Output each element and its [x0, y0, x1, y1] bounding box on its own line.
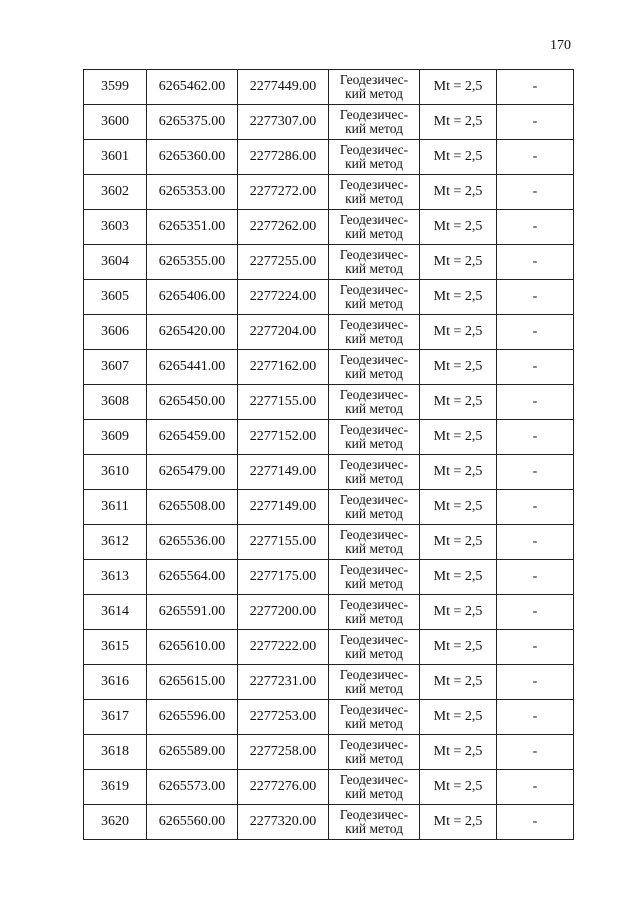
method-line-2: кий метод	[345, 646, 403, 661]
method-line-2: кий метод	[345, 331, 403, 346]
x-coordinate-cell: 6265450.00	[147, 385, 238, 420]
note-cell: -	[497, 175, 574, 210]
method-line-1: Геодезичес-	[339, 667, 409, 682]
x-coordinate-cell: 6265589.00	[147, 735, 238, 770]
method-line-2: кий метод	[345, 191, 403, 206]
table-row	[84, 525, 574, 560]
note-cell: -	[497, 315, 574, 350]
point-number-cell: 3599	[84, 70, 147, 105]
accuracy-cell: Mt = 2,5	[420, 105, 497, 140]
y-coordinate-cell: 2277224.00	[238, 280, 329, 315]
point-number-cell: 3611	[84, 490, 147, 525]
point-number-cell: 3614	[84, 595, 147, 630]
method-cell	[329, 210, 420, 245]
point-number-cell: 3609	[84, 420, 147, 455]
point-number-cell: 3610	[84, 455, 147, 490]
method-cell	[329, 385, 420, 420]
method-line-2: кий метод	[345, 436, 403, 451]
point-number-cell: 3604	[84, 245, 147, 280]
y-coordinate-cell: 2277155.00	[238, 385, 329, 420]
method-line-1: Геодезичес-	[339, 772, 409, 787]
y-coordinate-cell: 2277255.00	[238, 245, 329, 280]
table-row	[84, 490, 574, 525]
point-number-cell: 3615	[84, 630, 147, 665]
accuracy-cell: Mt = 2,5	[420, 630, 497, 665]
accuracy-cell: Mt = 2,5	[420, 665, 497, 700]
y-coordinate-cell: 2277262.00	[238, 210, 329, 245]
accuracy-cell: Mt = 2,5	[420, 210, 497, 245]
table-row	[84, 315, 574, 350]
method-cell	[329, 455, 420, 490]
point-number-cell: 3618	[84, 735, 147, 770]
method-line-1: Геодезичес-	[339, 247, 409, 262]
method-cell	[329, 350, 420, 385]
point-number-cell: 3606	[84, 315, 147, 350]
point-number-cell: 3608	[84, 385, 147, 420]
x-coordinate-cell: 6265441.00	[147, 350, 238, 385]
method-line-1: Геодезичес-	[339, 142, 409, 157]
y-coordinate-cell: 2277162.00	[238, 350, 329, 385]
table-row	[84, 735, 574, 770]
page-number: 170	[550, 38, 571, 53]
method-line-2: кий метод	[345, 751, 403, 766]
y-coordinate-cell: 2277155.00	[238, 525, 329, 560]
note-cell: -	[497, 595, 574, 630]
accuracy-cell: Mt = 2,5	[420, 315, 497, 350]
method-line-2: кий метод	[345, 471, 403, 486]
method-cell	[329, 245, 420, 280]
note-cell: -	[497, 455, 574, 490]
note-cell: -	[497, 105, 574, 140]
method-cell	[329, 735, 420, 770]
x-coordinate-cell: 6265351.00	[147, 210, 238, 245]
table-row	[84, 455, 574, 490]
table-row	[84, 385, 574, 420]
note-cell: -	[497, 385, 574, 420]
method-line-1: Геодезичес-	[339, 457, 409, 472]
y-coordinate-cell: 2277149.00	[238, 490, 329, 525]
point-number-cell: 3603	[84, 210, 147, 245]
x-coordinate-cell: 6265610.00	[147, 630, 238, 665]
method-line-1: Геодезичес-	[339, 632, 409, 647]
y-coordinate-cell: 2277222.00	[238, 630, 329, 665]
point-number-cell: 3620	[84, 805, 147, 840]
method-line-2: кий метод	[345, 611, 403, 626]
note-cell: -	[497, 210, 574, 245]
method-line-2: кий метод	[345, 506, 403, 521]
table-row	[84, 245, 574, 280]
note-cell: -	[497, 700, 574, 735]
coordinates-table	[83, 69, 574, 840]
method-line-2: кий метод	[345, 786, 403, 801]
accuracy-cell: Mt = 2,5	[420, 805, 497, 840]
x-coordinate-cell: 6265508.00	[147, 490, 238, 525]
accuracy-cell: Mt = 2,5	[420, 525, 497, 560]
y-coordinate-cell: 2277253.00	[238, 700, 329, 735]
table-row	[84, 700, 574, 735]
method-cell	[329, 595, 420, 630]
method-cell	[329, 315, 420, 350]
x-coordinate-cell: 6265462.00	[147, 70, 238, 105]
table-row	[84, 210, 574, 245]
y-coordinate-cell: 2277307.00	[238, 105, 329, 140]
method-cell	[329, 770, 420, 805]
y-coordinate-cell: 2277449.00	[238, 70, 329, 105]
method-line-2: кий метод	[345, 401, 403, 416]
table-row	[84, 105, 574, 140]
point-number-cell: 3605	[84, 280, 147, 315]
method-cell	[329, 700, 420, 735]
note-cell: -	[497, 525, 574, 560]
accuracy-cell: Mt = 2,5	[420, 770, 497, 805]
table-body	[84, 70, 574, 840]
table-row	[84, 70, 574, 105]
table-row	[84, 665, 574, 700]
x-coordinate-cell: 6265353.00	[147, 175, 238, 210]
method-line-2: кий метод	[345, 541, 403, 556]
x-coordinate-cell: 6265360.00	[147, 140, 238, 175]
table-row	[84, 175, 574, 210]
point-number-cell: 3617	[84, 700, 147, 735]
accuracy-cell: Mt = 2,5	[420, 385, 497, 420]
note-cell: -	[497, 140, 574, 175]
note-cell: -	[497, 560, 574, 595]
x-coordinate-cell: 6265596.00	[147, 700, 238, 735]
method-line-2: кий метод	[345, 296, 403, 311]
method-cell	[329, 560, 420, 595]
accuracy-cell: Mt = 2,5	[420, 350, 497, 385]
x-coordinate-cell: 6265560.00	[147, 805, 238, 840]
accuracy-cell: Mt = 2,5	[420, 70, 497, 105]
method-line-2: кий метод	[345, 576, 403, 591]
accuracy-cell: Mt = 2,5	[420, 700, 497, 735]
method-line-1: Геодезичес-	[339, 422, 409, 437]
method-line-1: Геодезичес-	[339, 562, 409, 577]
method-line-2: кий метод	[345, 681, 403, 696]
x-coordinate-cell: 6265591.00	[147, 595, 238, 630]
accuracy-cell: Mt = 2,5	[420, 245, 497, 280]
method-line-1: Геодезичес-	[339, 737, 409, 752]
table-row	[84, 770, 574, 805]
y-coordinate-cell: 2277320.00	[238, 805, 329, 840]
accuracy-cell: Mt = 2,5	[420, 595, 497, 630]
note-cell: -	[497, 420, 574, 455]
point-number-cell: 3602	[84, 175, 147, 210]
method-line-1: Геодезичес-	[339, 597, 409, 612]
x-coordinate-cell: 6265406.00	[147, 280, 238, 315]
note-cell: -	[497, 490, 574, 525]
method-line-1: Геодезичес-	[339, 317, 409, 332]
y-coordinate-cell: 2277258.00	[238, 735, 329, 770]
y-coordinate-cell: 2277152.00	[238, 420, 329, 455]
note-cell: -	[497, 70, 574, 105]
x-coordinate-cell: 6265375.00	[147, 105, 238, 140]
method-line-2: кий метод	[345, 821, 403, 836]
method-line-1: Геодезичес-	[339, 282, 409, 297]
method-line-1: Геодезичес-	[339, 492, 409, 507]
y-coordinate-cell: 2277276.00	[238, 770, 329, 805]
table-row	[84, 595, 574, 630]
method-line-1: Геодезичес-	[339, 352, 409, 367]
table-row	[84, 140, 574, 175]
point-number-cell: 3607	[84, 350, 147, 385]
table-row	[84, 630, 574, 665]
method-line-2: кий метод	[345, 366, 403, 381]
note-cell: -	[497, 805, 574, 840]
accuracy-cell: Mt = 2,5	[420, 140, 497, 175]
table-row	[84, 420, 574, 455]
point-number-cell: 3601	[84, 140, 147, 175]
y-coordinate-cell: 2277231.00	[238, 665, 329, 700]
method-line-1: Геодезичес-	[339, 807, 409, 822]
method-line-1: Геодезичес-	[339, 212, 409, 227]
y-coordinate-cell: 2277286.00	[238, 140, 329, 175]
note-cell: -	[497, 770, 574, 805]
accuracy-cell: Mt = 2,5	[420, 560, 497, 595]
method-cell	[329, 105, 420, 140]
point-number-cell: 3612	[84, 525, 147, 560]
note-cell: -	[497, 245, 574, 280]
point-number-cell: 3600	[84, 105, 147, 140]
y-coordinate-cell: 2277272.00	[238, 175, 329, 210]
accuracy-cell: Mt = 2,5	[420, 280, 497, 315]
point-number-cell: 3619	[84, 770, 147, 805]
accuracy-cell: Mt = 2,5	[420, 455, 497, 490]
method-line-1: Геодезичес-	[339, 177, 409, 192]
method-line-2: кий метод	[345, 716, 403, 731]
x-coordinate-cell: 6265536.00	[147, 525, 238, 560]
method-line-2: кий метод	[345, 156, 403, 171]
accuracy-cell: Mt = 2,5	[420, 175, 497, 210]
method-cell	[329, 140, 420, 175]
y-coordinate-cell: 2277200.00	[238, 595, 329, 630]
method-cell	[329, 175, 420, 210]
method-cell	[329, 420, 420, 455]
method-line-1: Геодезичес-	[339, 527, 409, 542]
method-line-2: кий метод	[345, 121, 403, 136]
x-coordinate-cell: 6265573.00	[147, 770, 238, 805]
method-line-2: кий метод	[345, 261, 403, 276]
x-coordinate-cell: 6265355.00	[147, 245, 238, 280]
method-cell	[329, 525, 420, 560]
method-cell	[329, 490, 420, 525]
method-line-1: Геодезичес-	[339, 72, 409, 87]
point-number-cell: 3613	[84, 560, 147, 595]
note-cell: -	[497, 630, 574, 665]
method-cell	[329, 280, 420, 315]
y-coordinate-cell: 2277149.00	[238, 455, 329, 490]
method-line-1: Геодезичес-	[339, 387, 409, 402]
y-coordinate-cell: 2277175.00	[238, 560, 329, 595]
x-coordinate-cell: 6265479.00	[147, 455, 238, 490]
table-row	[84, 350, 574, 385]
method-line-2: кий метод	[345, 226, 403, 241]
method-line-2: кий метод	[345, 86, 403, 101]
method-cell	[329, 630, 420, 665]
point-number-cell: 3616	[84, 665, 147, 700]
x-coordinate-cell: 6265420.00	[147, 315, 238, 350]
note-cell: -	[497, 350, 574, 385]
accuracy-cell: Mt = 2,5	[420, 420, 497, 455]
x-coordinate-cell: 6265459.00	[147, 420, 238, 455]
method-line-1: Геодезичес-	[339, 107, 409, 122]
method-cell	[329, 70, 420, 105]
note-cell: -	[497, 665, 574, 700]
table-row	[84, 280, 574, 315]
x-coordinate-cell: 6265564.00	[147, 560, 238, 595]
note-cell: -	[497, 280, 574, 315]
note-cell: -	[497, 735, 574, 770]
accuracy-cell: Mt = 2,5	[420, 735, 497, 770]
accuracy-cell: Mt = 2,5	[420, 490, 497, 525]
table-row	[84, 560, 574, 595]
x-coordinate-cell: 6265615.00	[147, 665, 238, 700]
method-cell	[329, 805, 420, 840]
y-coordinate-cell: 2277204.00	[238, 315, 329, 350]
method-cell	[329, 665, 420, 700]
method-line-1: Геодезичес-	[339, 702, 409, 717]
table-row	[84, 805, 574, 840]
